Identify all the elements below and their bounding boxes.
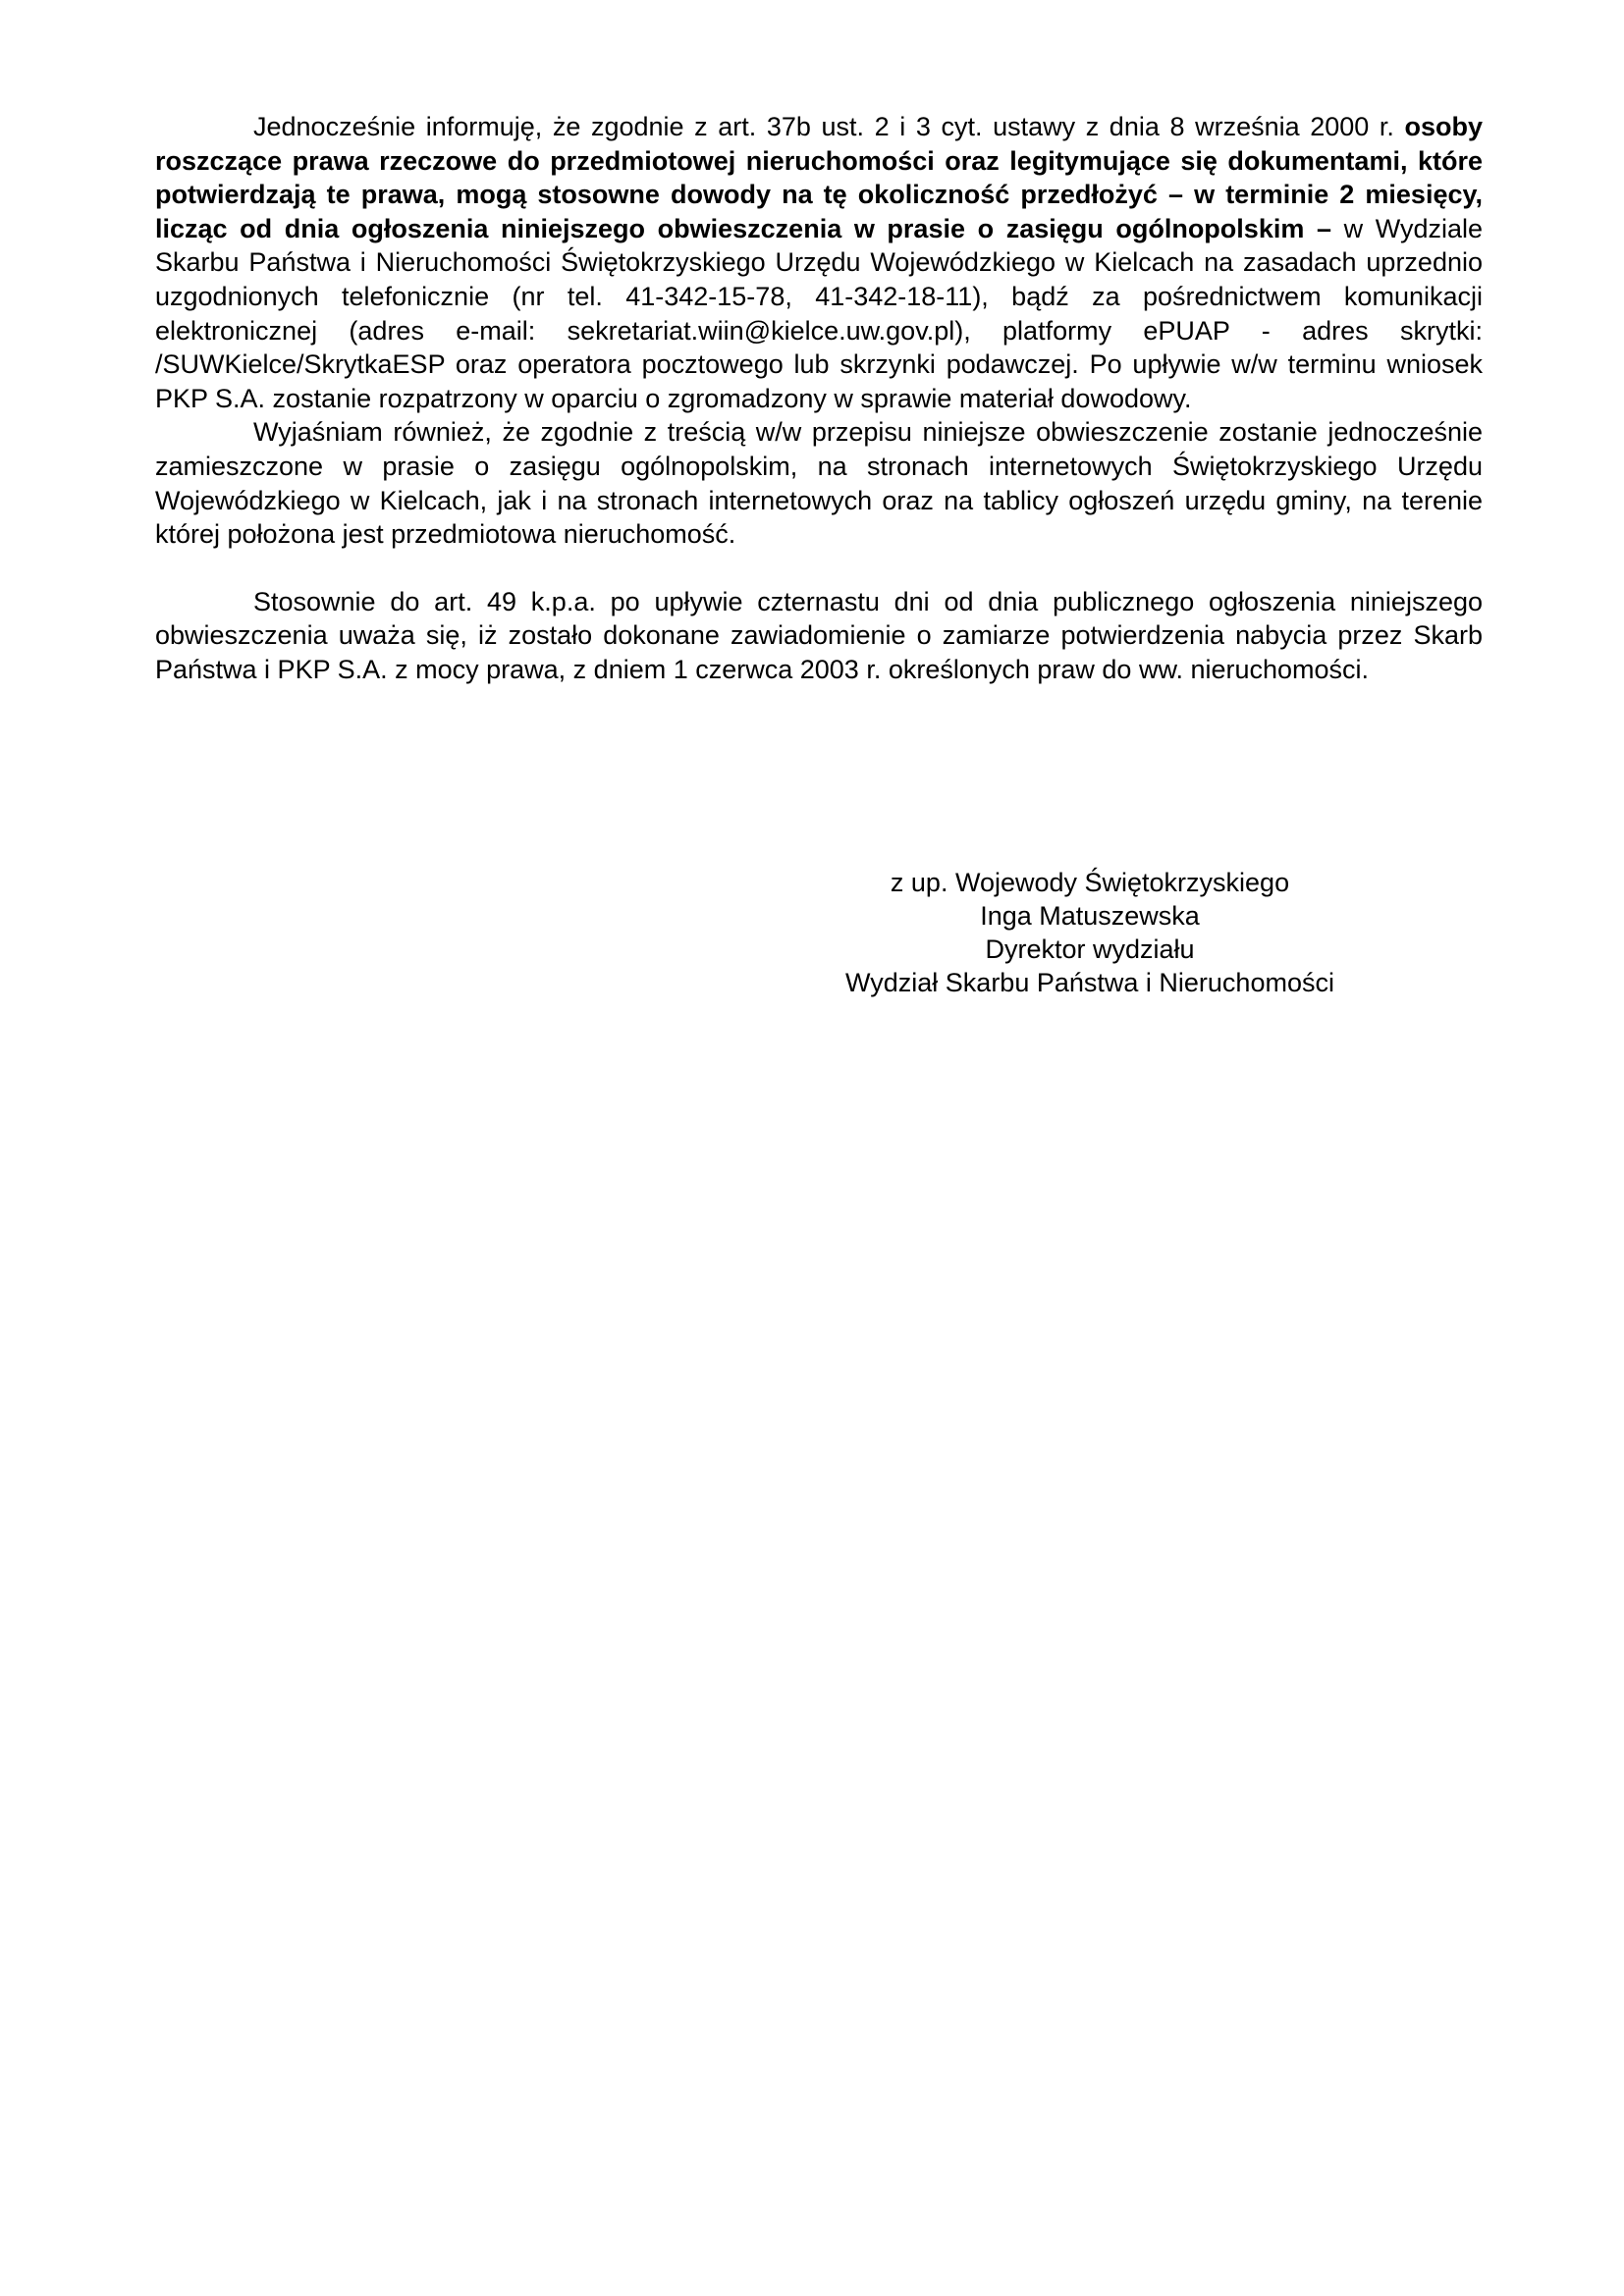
signature-position: Dyrektor wydziału	[985, 934, 1195, 964]
paragraph-claims-intro: Jednocześnie informuję, że zgodnie z art. 37b ust. 2 i 3 cyt. ustawy z dnia 8 września 2000 r.	[253, 112, 1405, 141]
signature-authority: z up. Wojewody Świętokrzyskiego	[890, 868, 1290, 897]
paragraph-publication-notice: Wyjaśniam również, że zgodnie z treścią w/w przepisu niniejsze obwieszczenie zostanie jednocześnie zamieszczone w prasie o zasięgu ogólnopolskim, na stronach internetowych Świętokrzyskiego Urzędu Wojewódzkiego w Kielcach, jak i na stronach internetowych oraz na tablicy ogłoszeń urzędu gminy, na terenie której położona jest przedmiotowa nieruchomość.	[155, 417, 1483, 550]
signature-department: Wydział Skarbu Państwa i Nieruchomości	[845, 968, 1334, 997]
paragraph-kpa-notice: Stosownie do art. 49 k.p.a. po upływie czternastu dni od dnia publicznego ogłoszenia niniejszego obwieszczenia uważa się, iż zostało dokonane zawiadomienie o zamiarze potwierdzenia nabycia przez Skarb Państwa i PKP S.A. z mocy prawa, z dniem 1 czerwca 2003 r. określonych praw do ww. nieruchomości.	[155, 586, 1483, 684]
paragraph-claims-notice	[155, 110, 1483, 415]
signature-name: Inga Matuszewska	[980, 901, 1200, 931]
paragraph-claims-bold: osoby roszczące prawa rzeczowe do przedmiotowej nieruchomości oraz legitymujące się dokumentami, które potwierdzają te prawa, mogą stosowne dowody na tę okoliczność przedłożyć – w terminie 2 miesięcy, licząc od dnia ogłoszenia niniejszego obwieszczenia w prasie o zasięgu ogólnopolskim –	[155, 112, 1483, 243]
paragraph-claims-details: w Wydziale Skarbu Państwa i Nieruchomości Świętokrzyskiego Urzędu Wojewódzkiego w Kielcach na zasadach uprzednio uzgodnionych telefonicznie (nr tel. 41-342-15-78, 41-342-18-11), bądź za pośrednictwem komunikacji elektronicznej (adres e-mail: sekretariat.wiin@kielce.uw.gov.pl), platformy ePUAP - adres skrytki: /SUWKielce/SkrytkaESP oraz operatora pocztowego lub skrzynki podawczej. Po upływie w/w terminu wniosek PKP S.A. zostanie rozpatrzony w oparciu o zgromadzony w sprawie materiał dowodowy.	[155, 213, 1483, 413]
signature-block	[746, 866, 1434, 999]
document-body	[155, 110, 1483, 687]
